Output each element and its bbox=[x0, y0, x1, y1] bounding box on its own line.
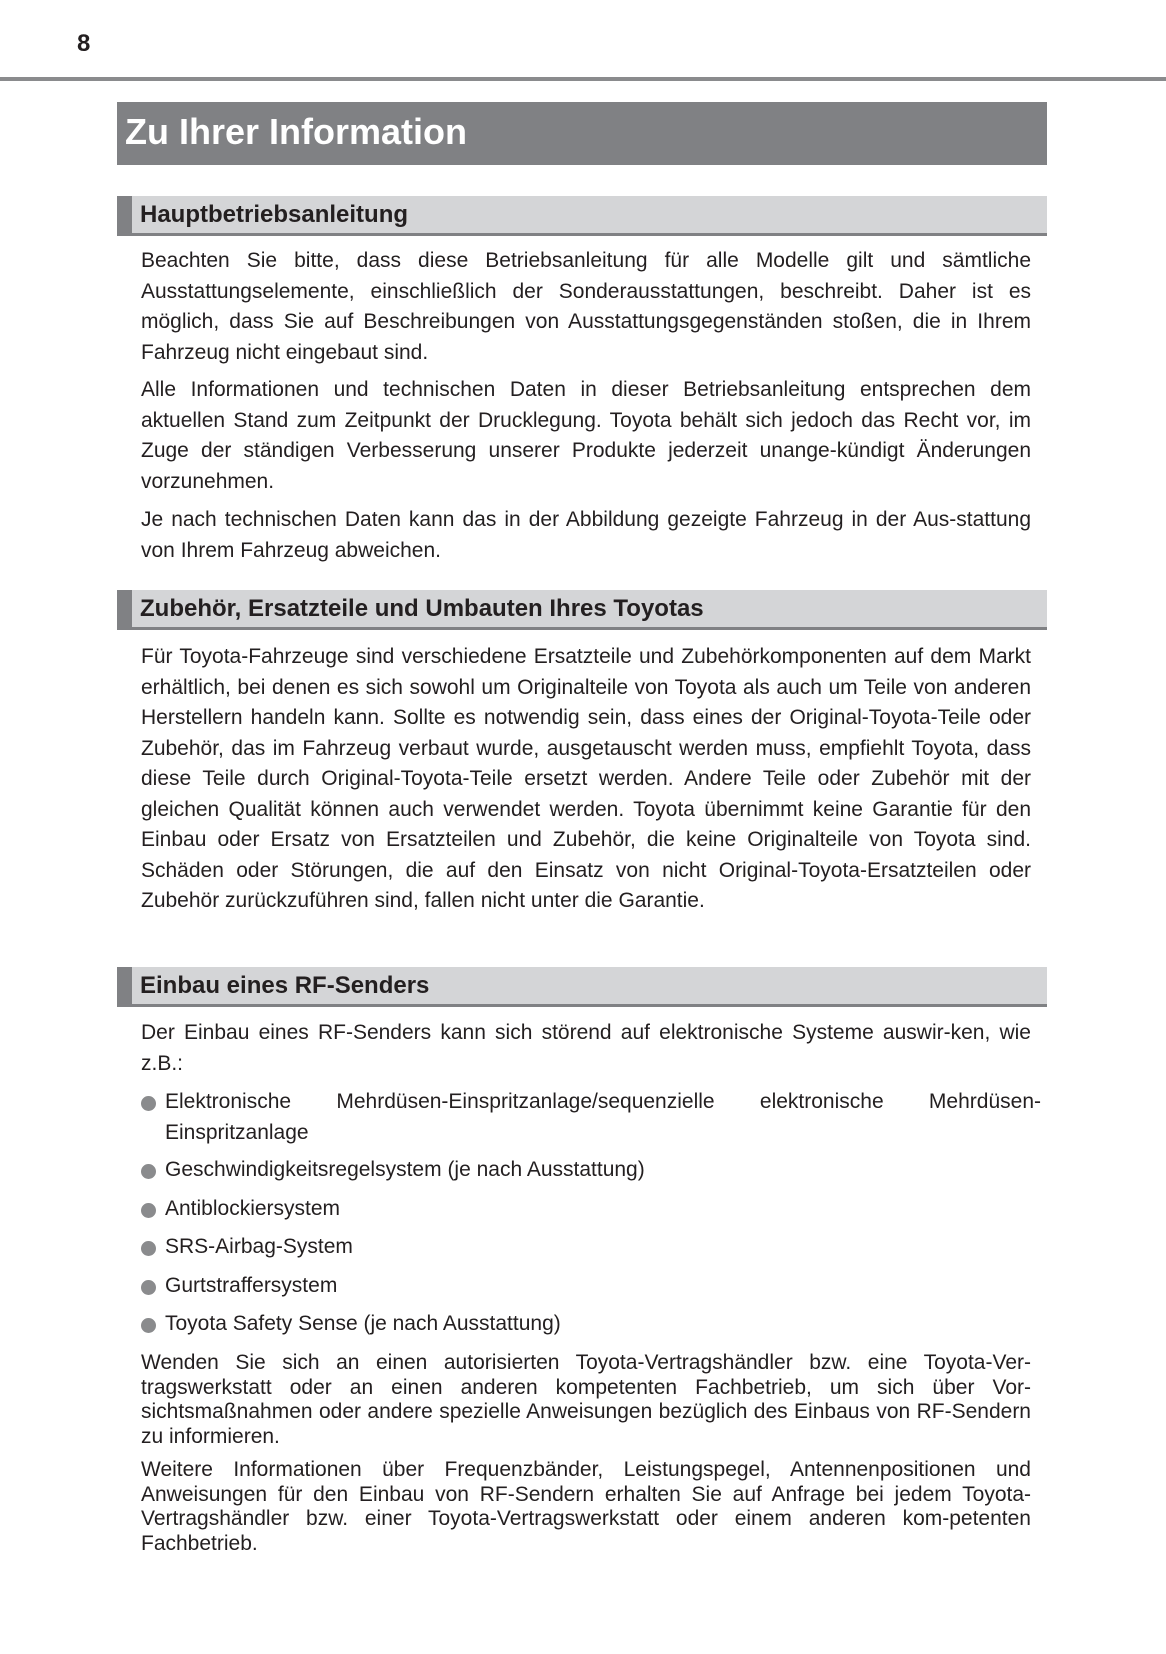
section-marker bbox=[117, 967, 132, 1004]
paragraph: Für Toyota-Fahrzeuge sind verschiedene Ersatzteile und Zubehörkomponenten auf dem Markt erhältlich, bei denen es sich sowohl um Originalteile von Toyota als auch um Teile von anderen Herstellern handeln kann. Sollte es notwendig sein, dass eines der Original-Toyota-Teile oder Zubehör, das im Fahrzeug verbaut wurde, ausgetauscht werden muss, empfiehlt Toyota, dass diese Teile durch Original-Toyota-Teile ersetzt werden. Andere Teile oder Zubehör mit der gleichen Qualität können auch verwendet werden. Toyota übernimmt keine Garantie für den Einbau oder Ersatz von Ersatzteilen und Zubehör, die keine Originalteile von Toyota sind. Schäden oder Störungen, die auf den Einsatz von nicht Original-Toyota-Ersatzteilen oder Zubehör zurückzuführen sind, fallen nicht unter die Garantie. bbox=[141, 645, 1031, 912]
chapter-title: Zu Ihrer Information bbox=[117, 102, 1047, 165]
list-item: Gurtstraffersystem bbox=[141, 1271, 1041, 1302]
paragraph: Wenden Sie sich an einen autorisierten Toyota-Vertragshändler bzw. eine Toyota-Ver-tragswerkstatt oder an einen anderen kompetenten Fachbetrieb, um sich über Vor-sichtsmaßnahmen oder andere spezielle Anweisungen bezüglich des Einbaus von RF-Sendern zu informieren. bbox=[141, 1351, 1031, 1448]
section-title: Einbau eines RF-Senders bbox=[140, 972, 430, 999]
section-heading-zubehoer bbox=[117, 590, 1047, 630]
bullet-icon bbox=[141, 1096, 156, 1111]
list-item: SRS-Airbag-System bbox=[141, 1232, 1041, 1263]
paragraph: Beachten Sie bitte, dass diese Betriebsanleitung für alle Modelle gilt und sämtliche Ausstattungselemente, einschließlich der Sonderausstattungen, beschreibt. Daher ist es möglich, dass Sie auf Beschreibungen von Ausstattungsgegenständen stoßen, die in Ihrem Fahrzeug nicht eingebaut sind. bbox=[141, 249, 1031, 364]
list-item: Toyota Safety Sense (je nach Ausstattung) bbox=[141, 1309, 1041, 1340]
page-number: 8 bbox=[77, 30, 91, 57]
section-title: Hauptbetriebsanleitung bbox=[140, 201, 409, 228]
list-item: Antiblockiersystem bbox=[141, 1194, 1041, 1225]
paragraph-intro: Der Einbau eines RF-Senders kann sich störend auf elektronische Systeme auswir-ken, wie z.B.: bbox=[141, 1021, 1031, 1075]
section-title: Zubehör, Ersatzteile und Umbauten Ihres Toyotas bbox=[140, 595, 704, 622]
bullet-icon bbox=[141, 1280, 156, 1295]
section-marker bbox=[117, 590, 132, 627]
bullet-icon bbox=[141, 1164, 156, 1179]
section-marker bbox=[117, 196, 132, 233]
section-heading-hauptbetriebsanleitung bbox=[117, 196, 1047, 236]
bullet-icon bbox=[141, 1203, 156, 1218]
bullet-icon bbox=[141, 1241, 156, 1256]
paragraph: Je nach technischen Daten kann das in der Abbildung gezeigte Fahrzeug in der Aus-stattung von Ihrem Fahrzeug abweichen. bbox=[141, 508, 1031, 562]
header-rule bbox=[0, 77, 1166, 81]
section-heading-rf-sender bbox=[117, 967, 1047, 1007]
bullet-icon bbox=[141, 1318, 156, 1333]
paragraph: Weitere Informationen über Frequenzbänder, Leistungspegel, Antennenpositionen und Anweisungen für den Einbau von RF-Sendern erhalten Sie auf Anfrage bei jedem Toyota-Vertragshändler bzw. einer Toyota-Vertragswerkstatt oder einem anderen kom-petenten Fachbetrieb. bbox=[141, 1458, 1031, 1555]
paragraph: Alle Informationen und technischen Daten in dieser Betriebsanleitung entsprechen dem aktuellen Stand zum Zeitpunkt der Drucklegung. Toyota behält sich jedoch das Recht vor, im Zuge der ständigen Verbesserung unserer Produkte jederzeit unange-kündigt Änderungen vorzunehmen. bbox=[141, 378, 1031, 493]
list-item: Geschwindigkeitsregelsystem (je nach Ausstattung) bbox=[141, 1155, 1041, 1186]
list-item: Elektronische Mehrdüsen-Einspritzanlage/sequenzielle elektronische Mehrdüsen-Einspritzanlage bbox=[141, 1087, 1041, 1148]
